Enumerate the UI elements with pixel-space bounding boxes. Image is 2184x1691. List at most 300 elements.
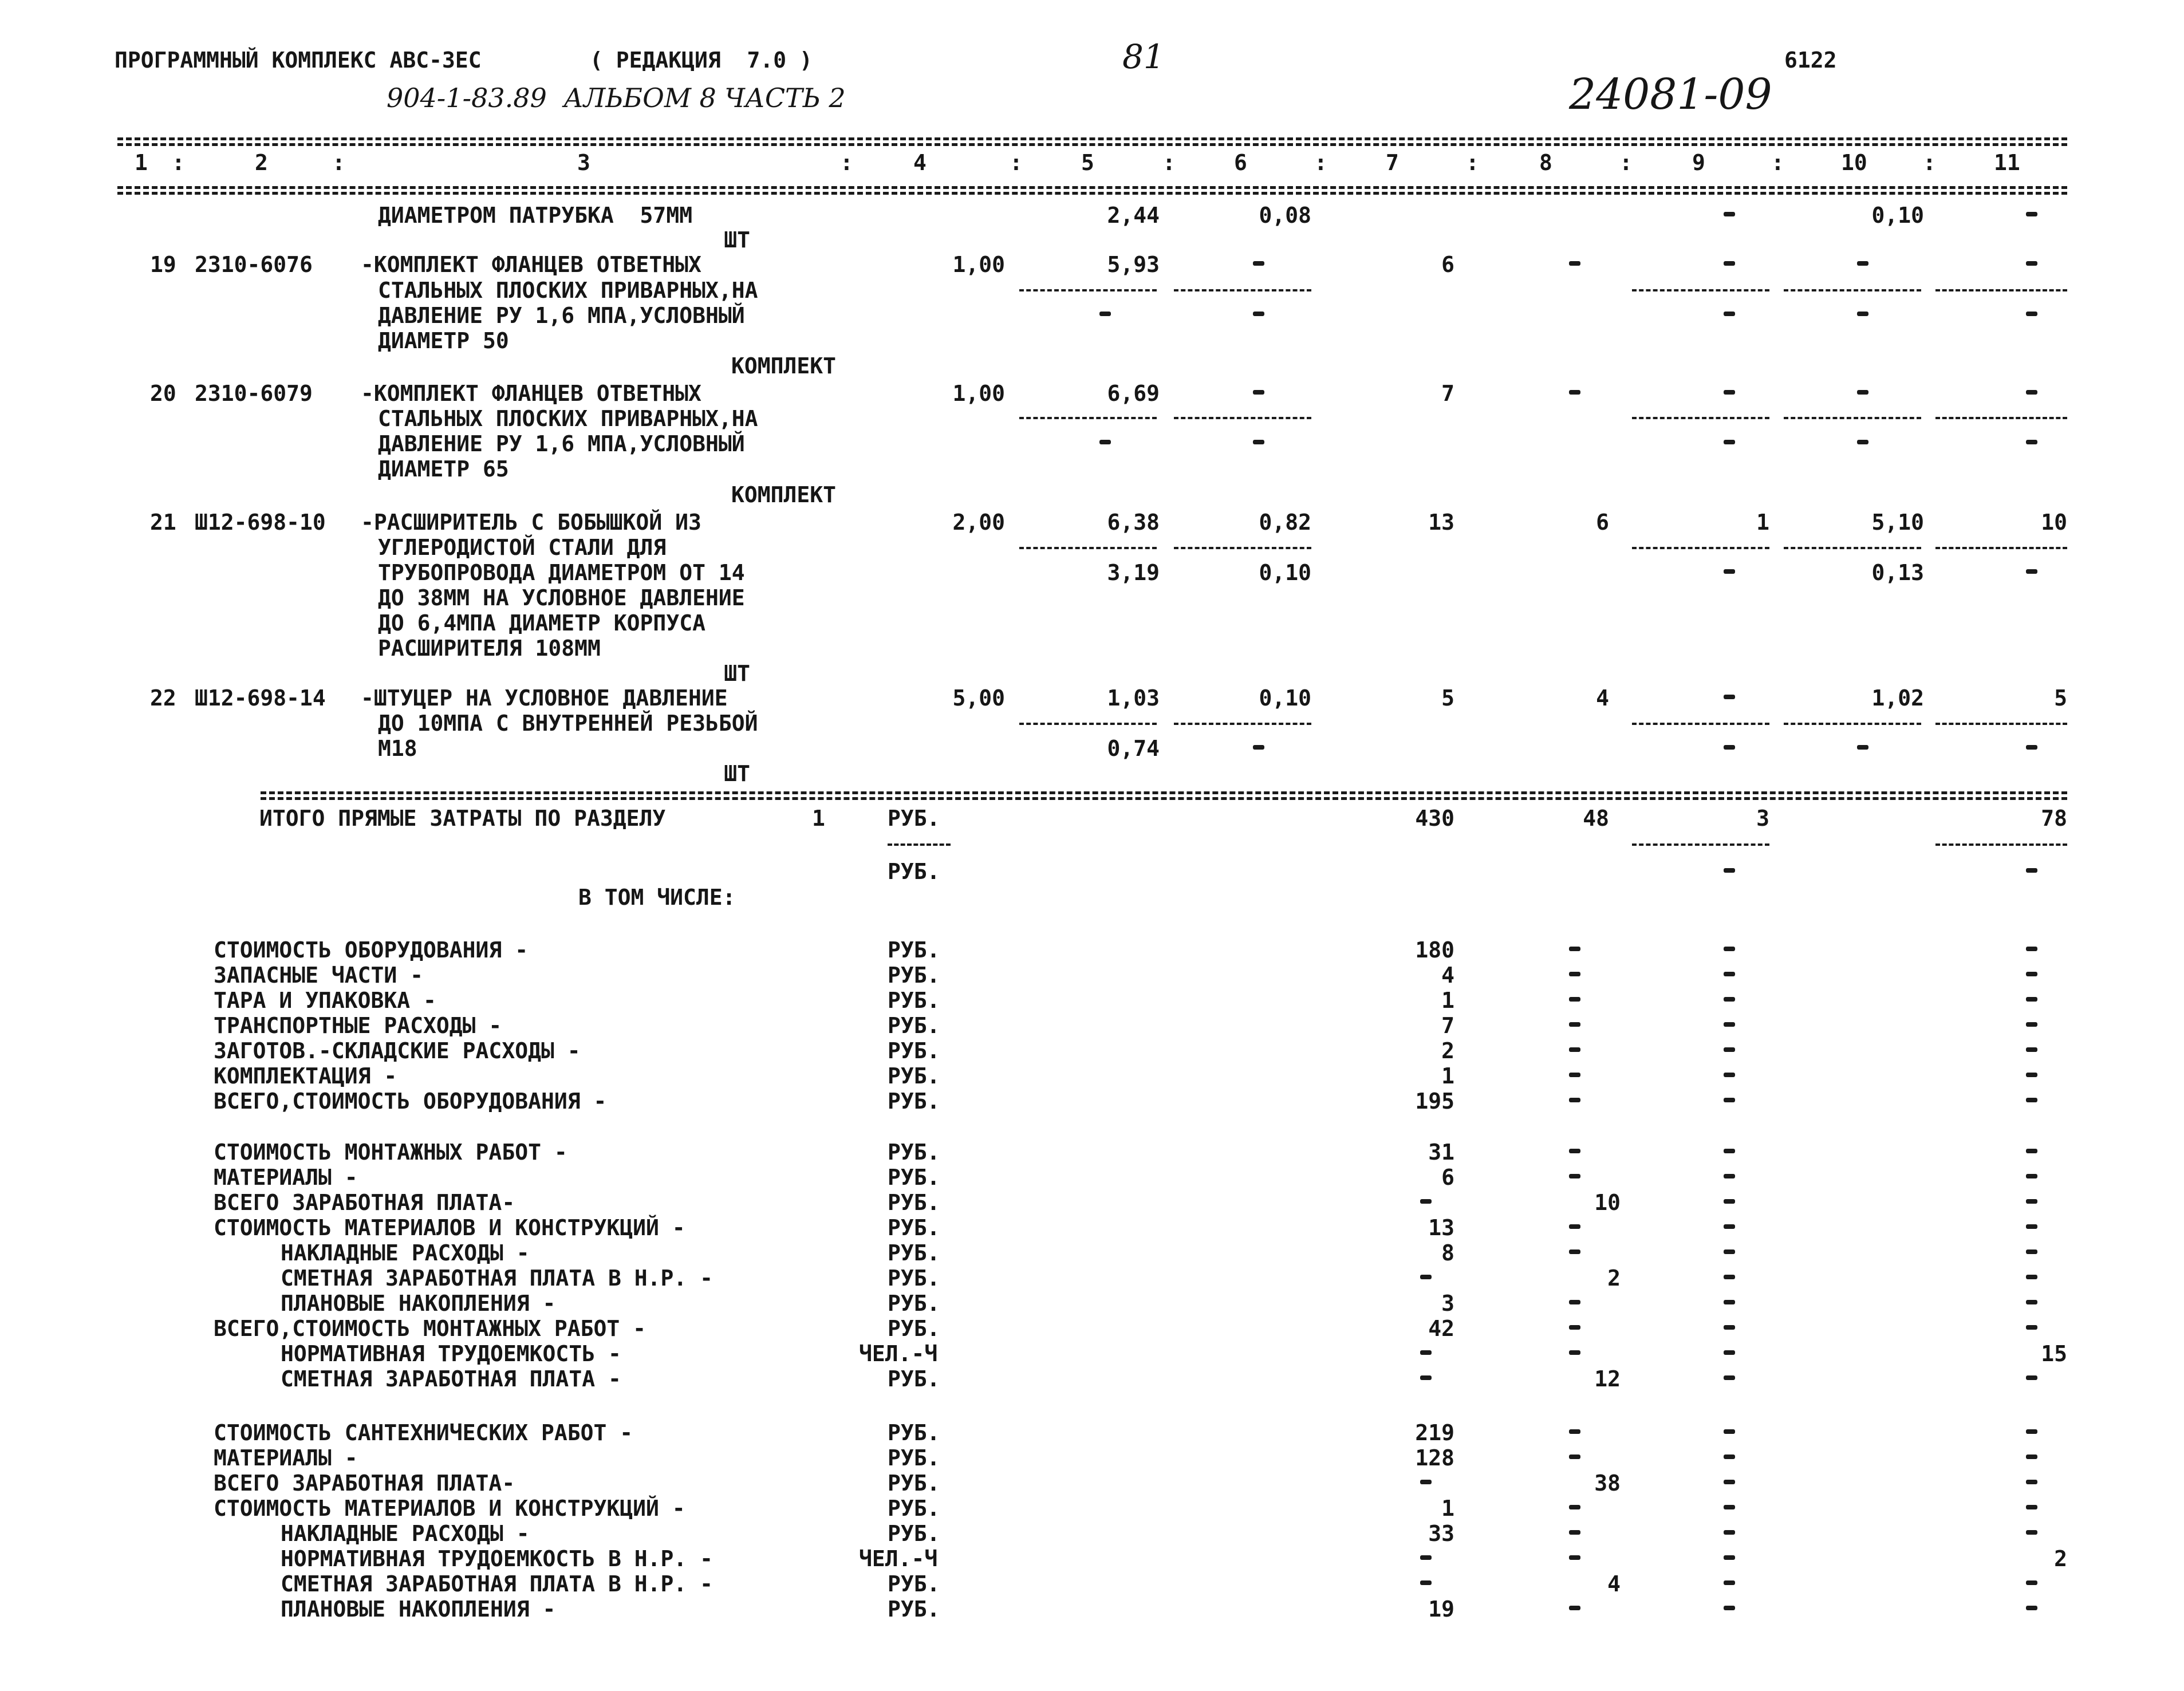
col11-dash [2026, 1480, 2037, 1484]
item-description-line: РАСШИРИТЕЛЯ 108ММ [378, 636, 601, 661]
breakdown-unit: РУБ. [888, 1316, 940, 1341]
column-8-label: 8 [1539, 150, 1552, 175]
col7-value: 5 [1441, 685, 1454, 711]
col9-dash [1724, 745, 1735, 750]
item-description-line: -КОМПЛЕКТ ФЛАНЦЕВ ОТВЕТНЫХ [361, 381, 701, 406]
breakdown-label: ВСЕГО ЗАРАБОТНАЯ ПЛАТА- [214, 1190, 515, 1215]
col9-dash [1724, 868, 1735, 873]
col9-dash [1724, 1325, 1735, 1330]
breakdown-unit: РУБ. [888, 1089, 940, 1114]
col11-dash [2026, 1047, 2037, 1052]
col4-value: 2,00 [952, 510, 1005, 535]
col7-value: 13 [1428, 510, 1454, 535]
item-unit: КОМПЛЕКТ [731, 353, 836, 379]
col8-dash [1569, 1606, 1580, 1610]
header-top-rule [117, 137, 2067, 140]
col9-dash [1724, 1580, 1735, 1585]
totals-unit-lower: РУБ. [888, 859, 940, 884]
column-separator: : [1466, 150, 1479, 175]
item-description-line: М18 [378, 736, 417, 761]
breakdown-label: НАКЛАДНЫЕ РАСХОДЫ - [281, 1521, 530, 1546]
breakdown-col8: 10 [1594, 1190, 1621, 1215]
breakdown-unit: РУБ. [888, 1190, 940, 1215]
col7-dash [1420, 1580, 1432, 1585]
col4-value: 1,00 [952, 252, 1005, 277]
col9-dash [1724, 1149, 1735, 1153]
col5-value-lower: 0,74 [1107, 736, 1160, 761]
column-9-label: 9 [1692, 150, 1705, 175]
col11-dash [2026, 212, 2037, 216]
totals-col7: 430 [1415, 806, 1454, 831]
breakdown-unit: РУБ. [888, 1038, 940, 1063]
col9-dash [1724, 1480, 1735, 1484]
col6-dash [1253, 261, 1264, 266]
breakdown-unit: РУБ. [888, 1445, 940, 1471]
col10-underline [1784, 417, 1921, 419]
col7-value: 7 [1441, 381, 1454, 406]
col9-dash [1724, 947, 1735, 951]
col5-value: 2,44 [1107, 203, 1160, 228]
column-separator: : [332, 150, 345, 175]
col11-dash [2026, 440, 2037, 444]
totals-col9-underline [1632, 843, 1769, 846]
breakdown-col8: 2 [1607, 1266, 1621, 1291]
breakdown-unit: РУБ. [888, 1215, 940, 1240]
col10-value: 0,10 [1871, 203, 1924, 228]
column-2-label: 2 [255, 150, 268, 175]
col11-dash [2026, 1022, 2037, 1027]
col9-dash [1724, 695, 1735, 699]
item-code: 2310-6079 [195, 381, 313, 406]
breakdown-unit: РУБ. [888, 1240, 940, 1266]
column-separators: : [172, 150, 185, 175]
breakdown-label: ЗАПАСНЫЕ ЧАСТИ - [214, 963, 424, 988]
item-description-line: ДИАМЕТРОМ ПАТРУБКА 57ММ [378, 203, 693, 228]
breakdown-col7: 33 [1428, 1521, 1454, 1546]
col9-dash [1724, 1047, 1735, 1052]
col10-value: 1,02 [1871, 685, 1924, 711]
breakdown-col8: 38 [1594, 1471, 1621, 1496]
col6-underline [1174, 289, 1311, 291]
col8-dash [1569, 1530, 1580, 1535]
edition-label: ( РЕДАКЦИЯ 7.0 ) [590, 48, 813, 73]
breakdown-unit: ЧЕЛ.-Ч [859, 1341, 938, 1366]
breakdown-col7: 195 [1415, 1089, 1454, 1114]
breakdown-unit: РУБ. [888, 1063, 940, 1089]
breakdown-label: МАТЕРИАЛЫ - [214, 1445, 358, 1471]
col11-dash [2026, 868, 2037, 873]
col10-underline [1784, 547, 1921, 549]
breakdown-label: СМЕТНАЯ ЗАРАБОТНАЯ ПЛАТА В Н.Р. - [281, 1571, 713, 1597]
header-bottom-rule [117, 186, 2067, 189]
breakdown-label: ВСЕГО ЗАРАБОТНАЯ ПЛАТА- [214, 1471, 515, 1496]
col11-underline [1935, 723, 2067, 725]
col8-dash [1569, 1073, 1580, 1077]
col9-dash [1724, 1224, 1735, 1229]
item-code: Ш12-698-14 [195, 685, 326, 711]
col9-value: 1 [1756, 510, 1769, 535]
col8-dash [1569, 1249, 1580, 1254]
item-number: 22 [150, 685, 176, 711]
col10-value-lower: 0,13 [1871, 560, 1924, 585]
item-unit: ШТ [724, 227, 750, 253]
col6-value-lower: 0,10 [1259, 560, 1311, 585]
item-unit: ШТ [724, 661, 750, 686]
col5-underline [1019, 547, 1157, 549]
col11-dash [2026, 1275, 2037, 1279]
col8-value: 4 [1596, 685, 1609, 711]
col11-underline [1935, 289, 2067, 291]
document-number: 24081-09 [1569, 70, 1772, 119]
col4-value: 1,00 [952, 381, 1005, 406]
col6-underline [1174, 417, 1311, 419]
breakdown-col7: 19 [1428, 1597, 1454, 1622]
item-description-line: ДАВЛЕНИЕ РУ 1,6 МПА,УСЛОВНЫЙ [378, 431, 745, 456]
col5-value: 6,69 [1107, 381, 1160, 406]
col5-value-lower: 3,19 [1107, 560, 1160, 585]
column-6-label: 6 [1234, 150, 1247, 175]
breakdown-col7: 4 [1441, 963, 1454, 988]
col6-dash [1253, 440, 1264, 444]
breakdown-label: КОМПЛЕКТАЦИЯ - [214, 1063, 397, 1089]
col9-dash [1724, 1022, 1735, 1027]
item-description-line: -ШТУЦЕР НА УСЛОВНОЕ ДАВЛЕНИЕ [361, 685, 728, 711]
col11-dash [2026, 1505, 2037, 1509]
breakdown-label: СМЕТНАЯ ЗАРАБОТНАЯ ПЛАТА - [281, 1366, 621, 1392]
breakdown-label: ПЛАНОВЫЕ НАКОПЛЕНИЯ - [281, 1291, 556, 1316]
col8-dash [1569, 947, 1580, 951]
col10-dash [1857, 390, 1868, 395]
col6-dash [1253, 390, 1264, 395]
col8-dash [1569, 1429, 1580, 1434]
col5-value: 5,93 [1107, 252, 1160, 277]
col9-dash [1724, 1530, 1735, 1535]
item-code: Ш12-698-10 [195, 510, 326, 535]
program-title: ПРОГРАММНЫЙ КОМПЛЕКС АВС-ЗЕС [115, 48, 482, 73]
col11-dash [2026, 1300, 2037, 1304]
column-separator: : [1619, 150, 1633, 175]
col6-underline [1174, 723, 1311, 725]
breakdown-col7: 180 [1415, 937, 1454, 963]
breakdown-col7: 42 [1428, 1316, 1454, 1341]
col9-dash [1724, 1429, 1735, 1434]
sheet-code: 6122 [1784, 48, 1837, 73]
totals-col9: 3 [1756, 806, 1769, 831]
col11-value: 10 [2041, 510, 2067, 535]
col8-dash [1569, 972, 1580, 976]
col9-dash [1724, 1249, 1735, 1254]
breakdown-unit: РУБ. [888, 1471, 940, 1496]
col5-dash [1099, 440, 1111, 444]
breakdown-label: СТОИМОСТЬ МАТЕРИАЛОВ И КОНСТРУКЦИЙ - [214, 1496, 685, 1521]
breakdown-label: ВСЕГО,СТОИМОСТЬ ОБОРУДОВАНИЯ - [214, 1089, 607, 1114]
item-unit: КОМПЛЕКТ [731, 482, 836, 507]
col8-dash [1569, 1174, 1580, 1178]
item-description-line: УГЛЕРОДИСТОЙ СТАЛИ ДЛЯ [378, 535, 667, 560]
item-description-line: ДАВЛЕНИЕ РУ 1,6 МПА,УСЛОВНЫЙ [378, 303, 745, 328]
breakdown-unit: РУБ. [888, 1420, 940, 1445]
breakdown-col7: 219 [1415, 1420, 1454, 1445]
breakdown-unit: РУБ. [888, 1165, 940, 1190]
col11-dash [2026, 1249, 2037, 1254]
column-11-label: 11 [1994, 150, 2020, 175]
totals-section: 1 [812, 806, 825, 831]
col10-underline [1784, 723, 1921, 725]
breakdown-col7: 1 [1441, 1063, 1454, 1089]
breakdown-label: НАКЛАДНЫЕ РАСХОДЫ - [281, 1240, 530, 1266]
breakdown-label: ПЛАНОВЫЕ НАКОПЛЕНИЯ - [281, 1597, 556, 1622]
totals-label: ИТОГО ПРЯМЫЕ ЗАТРАТЫ ПО РАЗДЕЛУ [259, 806, 666, 831]
col11-dash [2026, 997, 2037, 1002]
col9-underline [1632, 547, 1769, 549]
col11-dash [2026, 1325, 2037, 1330]
col5-value: 6,38 [1107, 510, 1160, 535]
col6-value: 0,82 [1259, 510, 1311, 535]
col9-dash [1724, 390, 1735, 395]
item-number: 20 [150, 381, 176, 406]
col9-dash [1724, 997, 1735, 1002]
column-5-label: 5 [1081, 150, 1094, 175]
column-10-label: 10 [1841, 150, 1867, 175]
col8-dash [1569, 1555, 1580, 1560]
col9-dash [1724, 1455, 1735, 1459]
col7-dash [1420, 1555, 1432, 1560]
col11-dash [2026, 1149, 2037, 1153]
col5-value: 1,03 [1107, 685, 1160, 711]
breakdown-col7: 8 [1441, 1240, 1454, 1266]
breakdown-col11: 2 [2054, 1546, 2067, 1571]
totals-unit: РУБ. [888, 806, 940, 831]
col7-dash [1420, 1275, 1432, 1279]
breakdown-unit: РУБ. [888, 1571, 940, 1597]
column-separator: : [1010, 150, 1023, 175]
col11-dash [2026, 1174, 2037, 1178]
col9-underline [1632, 417, 1769, 419]
breakdown-label: СТОИМОСТЬ ОБОРУДОВАНИЯ - [214, 937, 529, 963]
breakdown-unit: РУБ. [888, 1140, 940, 1165]
page-number: 81 [1122, 37, 1165, 76]
item-description-line: ДИАМЕТР 50 [378, 328, 509, 353]
breakdown-col7: 3 [1441, 1291, 1454, 1316]
breakdown-col7: 128 [1415, 1445, 1454, 1471]
col11-dash [2026, 1199, 2037, 1204]
breakdown-label: СМЕТНАЯ ЗАРАБОТНАЯ ПЛАТА В Н.Р. - [281, 1266, 713, 1291]
col10-dash [1857, 312, 1868, 316]
item-number: 19 [150, 252, 176, 277]
col9-dash [1724, 1199, 1735, 1204]
col8-dash [1569, 1350, 1580, 1355]
col9-dash [1724, 1098, 1735, 1102]
col11-dash [2026, 947, 2037, 951]
item-description-line: -КОМПЛЕКТ ФЛАНЦЕВ ОТВЕТНЫХ [361, 252, 701, 277]
column-7-label: 7 [1386, 150, 1399, 175]
totals-top-rule-2 [261, 797, 2067, 800]
col9-underline [1632, 289, 1769, 291]
col9-dash [1724, 1555, 1735, 1560]
col9-dash [1724, 440, 1735, 444]
col5-underline [1019, 417, 1157, 419]
breakdown-label: МАТЕРИАЛЫ - [214, 1165, 358, 1190]
col9-dash [1724, 312, 1735, 316]
col8-dash [1569, 997, 1580, 1002]
col11-underline [1935, 547, 2067, 549]
col9-dash [1724, 261, 1735, 266]
col8-dash [1569, 1455, 1580, 1459]
breakdown-unit: РУБ. [888, 937, 940, 963]
col11-dash [2026, 569, 2037, 574]
col11-dash [2026, 1073, 2037, 1077]
col9-dash [1724, 1275, 1735, 1279]
column-separator: : [1314, 150, 1327, 175]
breakdown-unit: РУБ. [888, 1597, 940, 1622]
column-3-label: 3 [577, 150, 590, 175]
totals-unit-underline [888, 843, 951, 846]
col11-dash [2026, 745, 2037, 750]
col11-dash [2026, 312, 2037, 316]
breakdown-col7: 2 [1441, 1038, 1454, 1063]
col8-dash [1569, 1224, 1580, 1229]
col7-value: 6 [1441, 252, 1454, 277]
col10-dash [1857, 745, 1868, 750]
col11-value: 5 [2054, 685, 2067, 711]
col11-dash [2026, 1580, 2037, 1585]
item-unit: ШТ [724, 761, 750, 786]
breakdown-unit: ЧЕЛ.-Ч [859, 1546, 938, 1571]
col6-dash [1253, 312, 1264, 316]
breakdown-col8: 12 [1594, 1366, 1621, 1392]
breakdown-unit: РУБ. [888, 963, 940, 988]
col11-dash [2026, 1429, 2037, 1434]
column-separator: : [1923, 150, 1936, 175]
col11-dash [2026, 390, 2037, 395]
col5-underline [1019, 289, 1157, 291]
col8-dash [1569, 1022, 1580, 1027]
breakdown-col7: 6 [1441, 1165, 1454, 1190]
breakdown-unit: РУБ. [888, 1496, 940, 1521]
col9-dash [1724, 972, 1735, 976]
col9-dash [1724, 1174, 1735, 1178]
breakdown-label: СТОИМОСТЬ МАТЕРИАЛОВ И КОНСТРУКЦИЙ - [214, 1215, 685, 1240]
col11-dash [2026, 1606, 2037, 1610]
totals-col11: 78 [2041, 806, 2067, 831]
col6-value: 0,10 [1259, 685, 1311, 711]
col9-dash [1724, 1300, 1735, 1304]
breakdown-unit: РУБ. [888, 1013, 940, 1038]
col8-dash [1569, 261, 1580, 266]
item-code: 2310-6076 [195, 252, 313, 277]
breakdown-col7: 31 [1428, 1140, 1454, 1165]
column-separator: : [1162, 150, 1176, 175]
breakdown-col7: 13 [1428, 1215, 1454, 1240]
col8-dash [1569, 1098, 1580, 1102]
item-description-line: -РАСШИРИТЕЛЬ С БОБЫШКОЙ ИЗ [361, 510, 701, 535]
item-description-line: ДИАМЕТР 65 [378, 456, 509, 482]
item-description-line: ТРУБОПРОВОДА ДИАМЕТРОМ ОТ 14 [378, 560, 745, 585]
col6-dash [1253, 745, 1264, 750]
col10-value: 5,10 [1871, 510, 1924, 535]
header-top-rule-2 [117, 143, 2067, 146]
item-description-line: СТАЛЬНЫХ ПЛОСКИХ ПРИВАРНЫХ,НА [378, 278, 758, 303]
col8-value: 6 [1596, 510, 1609, 535]
col10-dash [1857, 440, 1868, 444]
col5-dash [1099, 312, 1111, 316]
col7-dash [1420, 1350, 1432, 1355]
col9-dash [1724, 569, 1735, 574]
breakdown-unit: РУБ. [888, 988, 940, 1013]
column-4-label: 4 [913, 150, 927, 175]
breakdown-label: ВСЕГО,СТОИМОСТЬ МОНТАЖНЫХ РАБОТ - [214, 1316, 646, 1341]
breakdown-unit: РУБ. [888, 1521, 940, 1546]
col9-dash [1724, 1606, 1735, 1610]
breakdown-col7: 7 [1441, 1013, 1454, 1038]
item-description-line: ДО 6,4МПА ДИАМЕТР КОРПУСА [378, 610, 705, 636]
col7-dash [1420, 1480, 1432, 1484]
breakdown-label: ТАРА И УПАКОВКА - [214, 988, 436, 1013]
breakdown-label: ТРАНСПОРТНЫЕ РАСХОДЫ - [214, 1013, 502, 1038]
col9-dash [1724, 1073, 1735, 1077]
header-bottom-rule-2 [117, 192, 2067, 195]
col11-underline [1935, 417, 2067, 419]
col8-dash [1569, 1047, 1580, 1052]
col11-dash [2026, 1455, 2037, 1459]
col4-value: 5,00 [952, 685, 1005, 711]
col10-underline [1784, 289, 1921, 291]
breakdown-label: СТОИМОСТЬ САНТЕХНИЧЕСКИХ РАБОТ - [214, 1420, 633, 1445]
col11-dash [2026, 1224, 2037, 1229]
breakdown-label: СТОИМОСТЬ МОНТАЖНЫХ РАБОТ - [214, 1140, 567, 1165]
breakdown-unit: РУБ. [888, 1266, 940, 1291]
breakdown-col8: 4 [1607, 1571, 1621, 1597]
col11-dash [2026, 1098, 2037, 1102]
item-description-line: СТАЛЬНЫХ ПЛОСКИХ ПРИВАРНЫХ,НА [378, 406, 758, 431]
item-description-line: ДО 38ММ НА УСЛОВНОЕ ДАВЛЕНИЕ [378, 585, 745, 610]
breakdown-col7: 1 [1441, 1496, 1454, 1521]
breakdown-label: НОРМАТИВНАЯ ТРУДОЕМКОСТЬ В Н.Р. - [281, 1546, 713, 1571]
col11-dash [2026, 261, 2037, 266]
col8-dash [1569, 1325, 1580, 1330]
col8-dash [1569, 1505, 1580, 1509]
column-separator: : [1771, 150, 1784, 175]
breakdown-col11: 15 [2041, 1341, 2067, 1366]
col9-dash [1724, 212, 1735, 216]
col7-dash [1420, 1375, 1432, 1380]
col9-dash [1724, 1350, 1735, 1355]
col11-dash [2026, 972, 2037, 976]
breakdown-unit: РУБ. [888, 1291, 940, 1316]
col9-underline [1632, 723, 1769, 725]
col5-underline [1019, 723, 1157, 725]
col11-dash [2026, 1375, 2037, 1380]
breakdown-unit: РУБ. [888, 1366, 940, 1392]
item-number: 21 [150, 510, 176, 535]
breakdown-col7: 1 [1441, 988, 1454, 1013]
col8-dash [1569, 1300, 1580, 1304]
col9-dash [1724, 1505, 1735, 1509]
col8-dash [1569, 390, 1580, 395]
col11-dash [2026, 1530, 2037, 1535]
col6-value: 0,08 [1259, 203, 1311, 228]
col8-dash [1569, 1149, 1580, 1153]
breakdown-label: ЗАГОТОВ.-СКЛАДСКИЕ РАСХОДЫ - [214, 1038, 581, 1063]
col6-underline [1174, 547, 1311, 549]
column-1-label: 1 [135, 150, 148, 175]
col10-dash [1857, 261, 1868, 266]
col7-dash [1420, 1199, 1432, 1204]
col9-dash [1724, 1375, 1735, 1380]
album-reference: 904-1-83.89 АЛЬБОМ 8 ЧАСТЬ 2 [387, 82, 846, 113]
breakdown-label: НОРМАТИВНАЯ ТРУДОЕМКОСТЬ - [281, 1341, 621, 1366]
totals-col11-underline [1935, 843, 2067, 846]
